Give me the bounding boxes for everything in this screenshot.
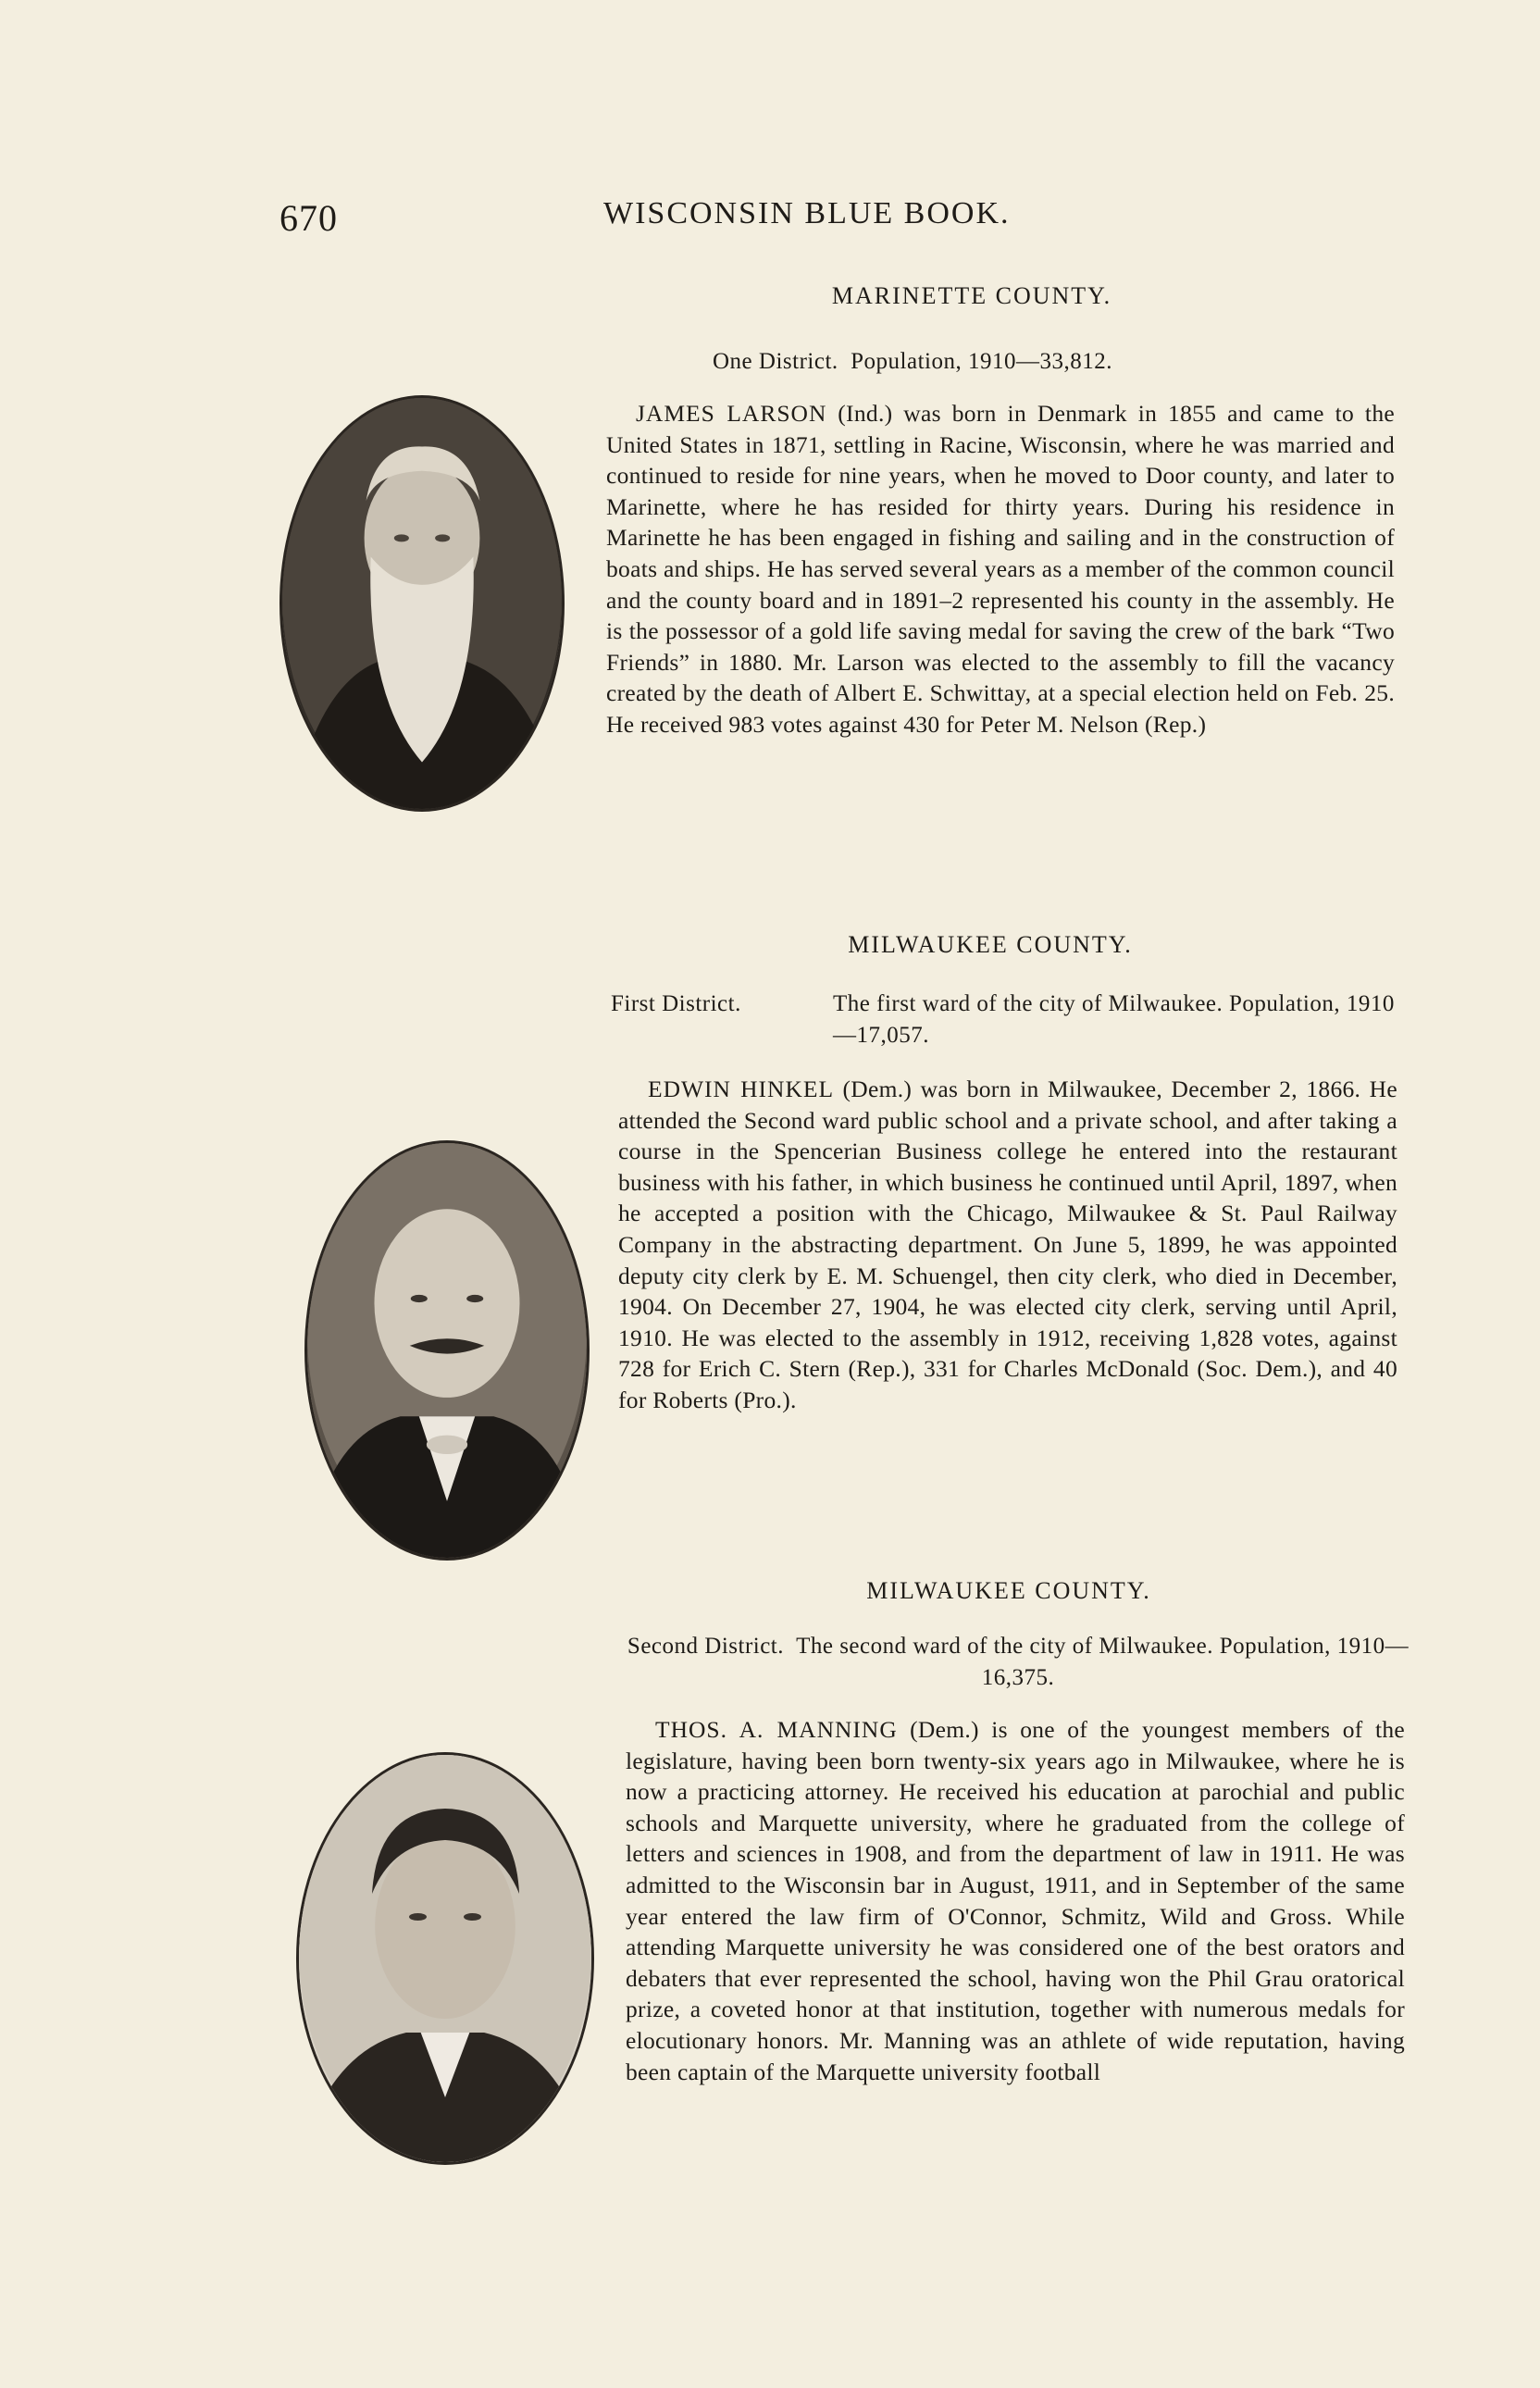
district-label: First District. bbox=[611, 991, 741, 1016]
portrait-thos-manning bbox=[296, 1752, 594, 2165]
bio-name: JAMES LARSON bbox=[636, 400, 827, 427]
district-text: The first ward of the city of Milwaukee. Population, 1910—17,057. bbox=[833, 991, 1395, 1048]
running-head: WISCONSIN BLUE BOOK. bbox=[603, 196, 1011, 230]
bio-thos-manning bbox=[626, 1714, 1405, 2087]
county-heading-milwaukee-second: MILWAUKEE COUNTY. bbox=[866, 1577, 1151, 1604]
bio-text: (Dem.) was born in Milwaukee, December 2, 1866. He attended the Second ward public school and a private school, and after taking a course in the Spencerian Business college he entered into the restaurant business with his father, in which business he continued until April, 1897, when he accepted a position with the Chicago, Milwaukee & St. Paul Railway Company in the abstracting department. On June 5, 1899, he was appointed deputy city clerk by E. M. Schuengel, then city clerk, who died in December, 1904. On December 27, 1904, he was elected city clerk, serving until April, 1910. He was elected to the assembly in 1912, receiving 1,828 votes, against 728 for Erich C. Stern (Rep.), 331 for Charles McDonald (Soc. Dem.), and 40 for Roberts (Pro.). bbox=[618, 1076, 1398, 1413]
district-text: The second ward of the city of Milwaukee. Population, 1910—16,375. bbox=[796, 1634, 1410, 1690]
bio-james-larson bbox=[606, 398, 1395, 740]
county-heading-milwaukee-first: MILWAUKEE COUNTY. bbox=[848, 931, 1133, 958]
portrait-edwin-hinkel bbox=[304, 1140, 590, 1561]
bio-text: (Dem.) is one of the youngest members of the legislature, having been born twenty-six years ago in Milwaukee, where he is now a practicing attorney. He received his education at parochial and public schools and Marquette university, where he graduated from the college of letters and sciences in 1908, and from the department of law in 1911. He was admitted to the Wisconsin bar in August, 1911, and in September of the same year entered the law firm of O'Connor, Schmitz, Wild and Gross. While attending Marquette university he was considered one of the best orators and debaters that ever represented the school, having won the Phil Grau oratorical prize, a coveted honor at that institution, together with numerous medals for elocutionary honors. Mr. Manning was an athlete of wide reputation, having been captain of the Marquette university football bbox=[626, 1716, 1406, 2085]
district-line-milwaukee-first bbox=[611, 989, 1407, 1051]
district-label: One District. bbox=[713, 349, 838, 374]
district-line-marinette bbox=[713, 346, 1305, 378]
bio-text: (Ind.) was born in Denmark in 1855 and came to the United States in 1871, settling in Racine, Wisconsin, where he was married and continued to reside for nine years, when he moved to Door county, and later to Marinette, where he has resided for thirty years. During his residence in Marinette he has been engaged in fishing and sailing and in the construction of boats and ships. He has served several years as a member of the common council and the county board and in 1891–2 represented his county in the assembly. He is the possessor of a gold life saving medal for saving the crew of the bark “Two Friends” in 1880. Mr. Larson was elected to the assembly to fill the vacancy created by the death of Albert E. Schwittay, at a special election held on Feb. 25. He received 983 votes against 430 for Peter M. Nelson (Rep.) bbox=[606, 400, 1395, 738]
bio-name: EDWIN HINKEL bbox=[648, 1076, 835, 1102]
portrait-james-larson bbox=[279, 395, 565, 812]
district-line-milwaukee-second bbox=[624, 1631, 1412, 1694]
county-heading-marinette: MARINETTE COUNTY. bbox=[831, 282, 1112, 309]
bio-edwin-hinkel bbox=[618, 1074, 1397, 1416]
district-label: Second District. bbox=[627, 1634, 785, 1659]
bio-name: THOS. A. MANNING bbox=[655, 1716, 898, 1743]
page-number: 670 bbox=[279, 197, 338, 239]
district-text: Population, 1910—33,812. bbox=[851, 349, 1112, 374]
